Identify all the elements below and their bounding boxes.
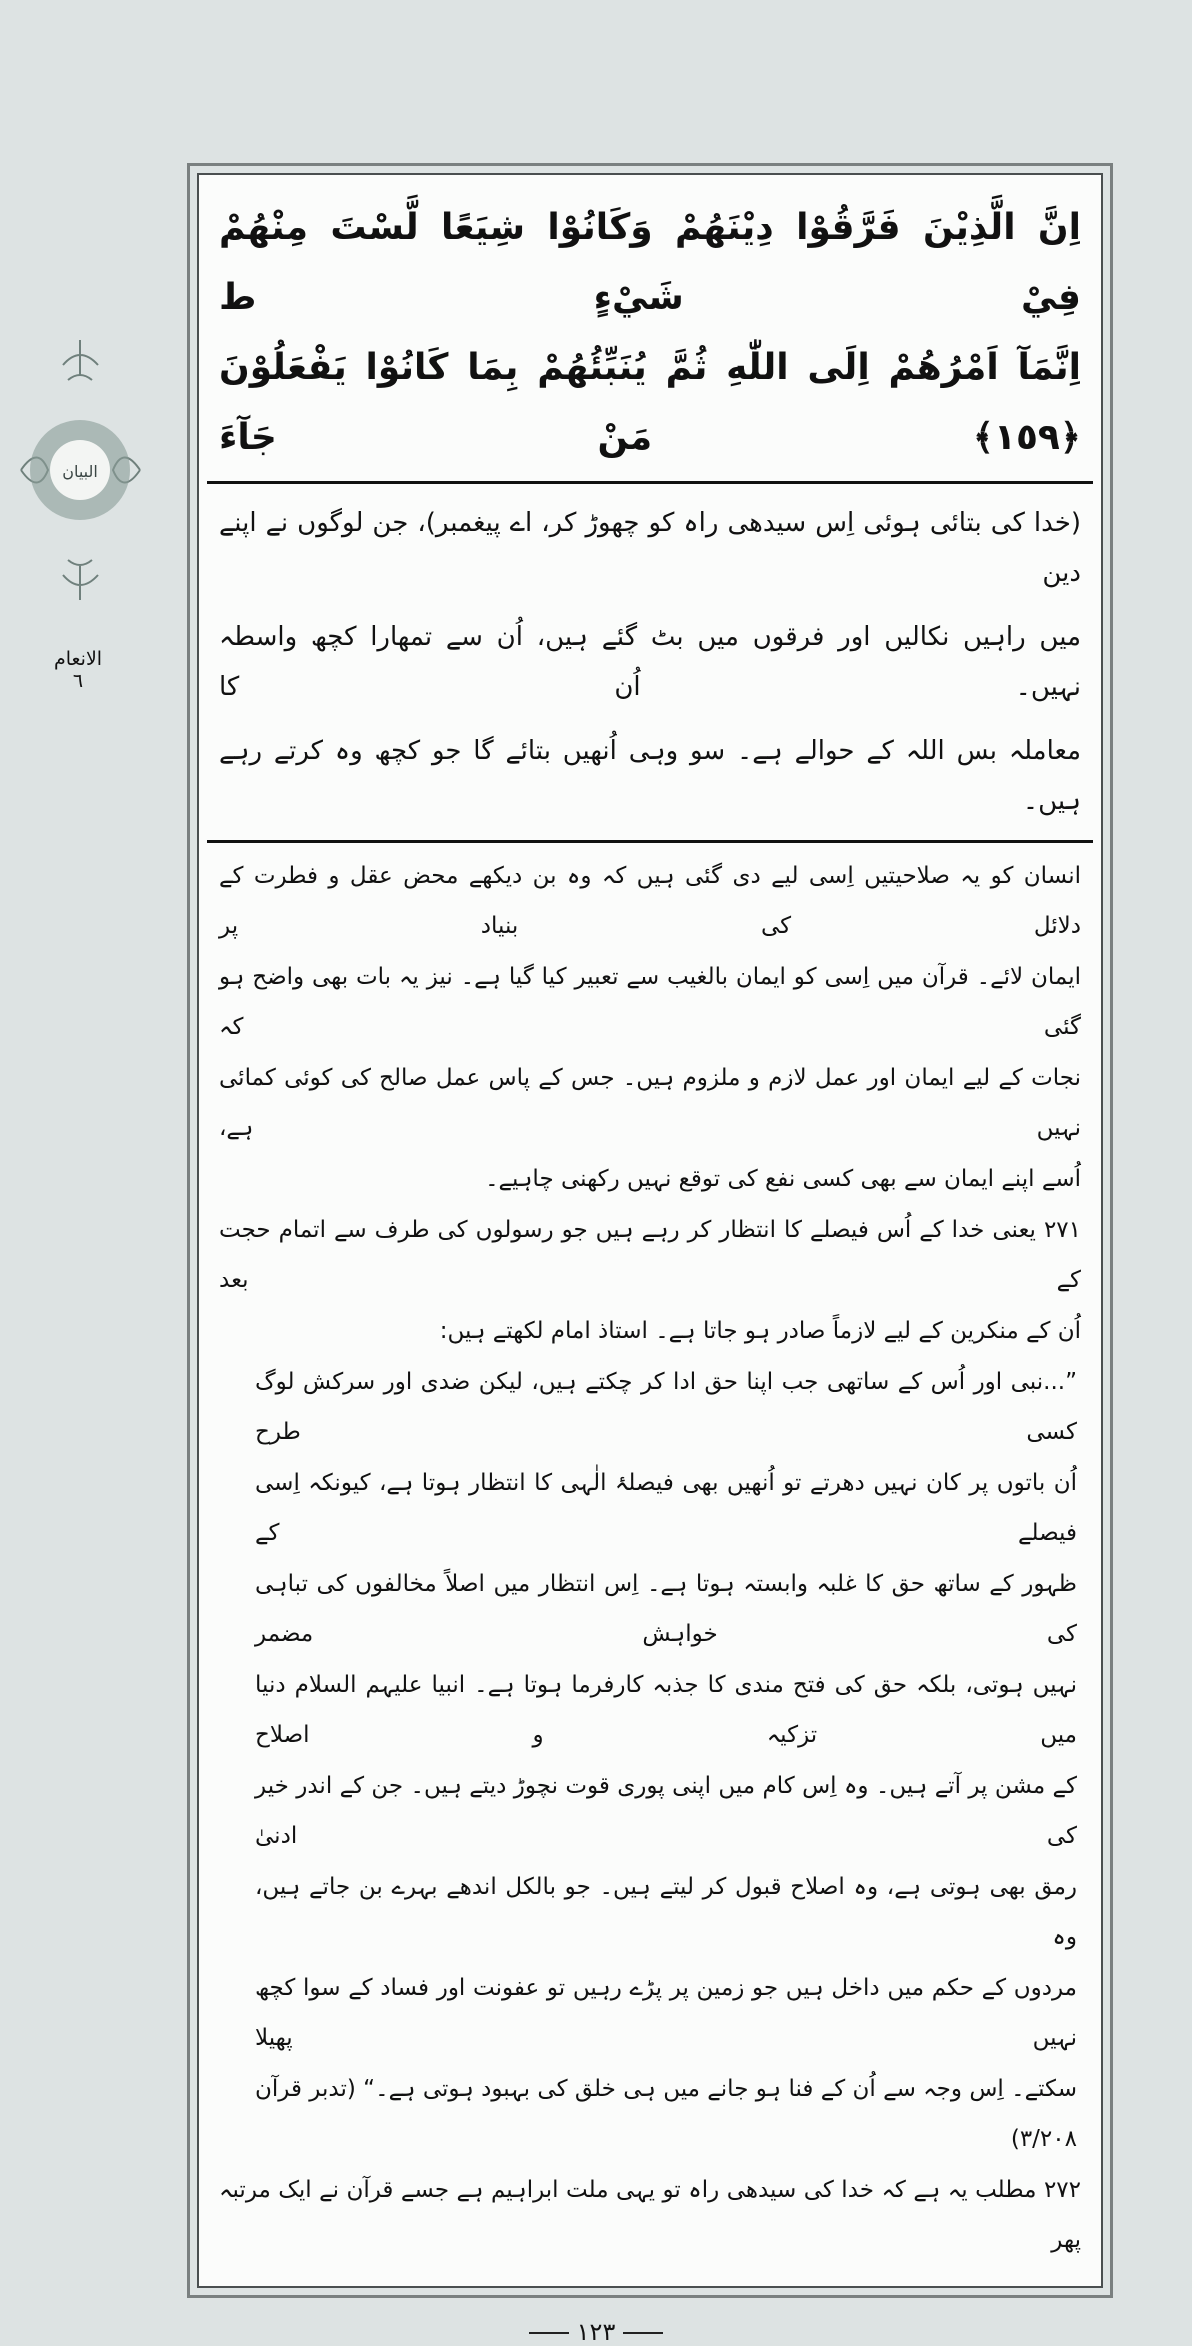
quote-line: کے مشن پر آتے ہیں۔ وہ اِس کام میں اپنی پوری قوت نچوڑ دیتے ہیں۔ جن کے اندر خیر کی ادنیٰ [255, 1773, 1077, 1849]
commentary-line: اُن کے منکرین کے لیے لازماً صادر ہو جاتا ہے۔ استاذ امام لکھتے ہیں: [439, 1318, 1081, 1344]
commentary-line: اُسے اپنے ایمان سے بھی کسی نفع کی توقع نہیں رکھنی چاہیے۔ [485, 1166, 1081, 1192]
quote-line: مردوں کے حکم میں داخل ہیں جو زمین پر پڑے رہیں تو عفونت اور فساد کے سوا کچھ نہیں پھیلا [255, 1975, 1077, 2051]
commentary-line: نجات کے لیے ایمان اور عمل لازم و ملزوم ہیں۔ جس کے پاس عمل صالح کی کوئی کمائی نہیں ہے، [219, 1065, 1081, 1141]
footnote-271: ۲۷۱ یعنی خدا کے اُس فیصلے کا انتظار کر رہے ہیں جو رسولوں کی طرف سے اتمام حجت کے بعد [219, 1217, 1081, 1293]
quote-line: نہیں ہوتی، بلکہ حق کی فتح مندی کا جذبہ کارفرما ہوتا ہے۔ انبیا علیہم السلام دنیا میں تزکیہ و اصلاح [255, 1672, 1077, 1748]
page-number-dash [529, 2332, 569, 2334]
verse-divider [207, 481, 1093, 484]
surah-label [38, 648, 118, 692]
quote-line-citation: سکتے۔ اِس وجہ سے اُن کے فنا ہو جانے میں ہی خلق کی بہبود ہوتی ہے۔“ (تدبر قرآن ۳/۲۰۸) [255, 2076, 1077, 2152]
verse-line-2: اِنَّمَآ اَمْرُهُمْ اِلَى اللّٰهِ ثُمَّ يُنَبِّئُهُمْ بِمَا كَانُوْا يَفْعَلُوْنَ ﴿١٥٩﴾ مَنْ جَآءَ [219, 347, 1081, 458]
translation-line-3: معاملہ بس اللہ کے حوالے ہے۔ سو وہی اُنھیں بتائے گا جو کچھ وہ کرتے رہے ہیں۔ [219, 736, 1081, 816]
surah-name: الانعام [53, 648, 103, 670]
commentary-line: انسان کو یہ صلاحیتیں اِسی لیے دی گئی ہیں کہ وہ بن دیکھے محض عقل و فطرت کے دلائل کی بنیاد پر [219, 863, 1081, 939]
commentary-line: ایمان لائے۔ قرآن میں اِسی کو ایمان بالغیب سے تعبیر کیا گیا ہے۔ نیز یہ بات بھی واضح ہو گئی کہ [219, 964, 1081, 1040]
quote-line: ”...نبی اور اُس کے ساتھی جب اپنا حق ادا کر چکتے ہیں، لیکن ضدی اور سرکش لوگ کسی طرح [255, 1369, 1077, 1445]
page-inner-frame [197, 173, 1103, 2288]
footnote-272: ۲۷۲ مطلب یہ ہے کہ خدا کی سیدھی راہ تو یہی ملت ابراہیم ہے جسے قرآن نے ایک مرتبہ پھر [219, 2177, 1081, 2253]
page-outer-frame [187, 163, 1113, 2298]
verse-line-1: اِنَّ الَّذِيْنَ فَرَّقُوْا دِيْنَهُمْ وَكَانُوْا شِيَعًا لَّسْتَ مِنْهُمْ فِيْ شَيْءٍ ط [219, 207, 1081, 318]
al-bayan-ornament-icon [18, 335, 143, 605]
page-number-text: ۱۲۳ [576, 2318, 616, 2346]
ornament-text: البیان [62, 462, 98, 481]
quote-line: ظہور کے ساتھ حق کا غلبہ وابستہ ہوتا ہے۔ اِس انتظار میں اصلاً مخالفوں کی تباہی کی خواہش مضمر [255, 1571, 1077, 1647]
page-number-dash [623, 2332, 663, 2334]
quote-line: رمق بھی ہوتی ہے، وہ اصلاح قبول کر لیتے ہیں۔ جو بالکل اندھے بہرے بن جاتے ہیں، وہ [255, 1874, 1077, 1950]
surah-number: ٦ [72, 670, 84, 692]
page-number [516, 2318, 676, 2346]
translation-line-2: میں راہیں نکالیں اور فرقوں میں بٹ گئے ہیں، اُن سے تمھارا کچھ واسطہ نہیں۔ اُن کا [219, 622, 1081, 702]
translation-line-1: (خدا کی بتائی ہوئی اِس سیدھی راہ کو چھوڑ کر، اے پیغمبر)، جن لوگوں نے اپنے دین [219, 508, 1081, 588]
translation-divider [207, 840, 1093, 843]
quote-line: اُن باتوں پر کان نہیں دھرتے تو اُنھیں بھی فیصلۂ الٰہی کا انتظار ہوتا ہے، کیونکہ اِسی فیصلے کے [255, 1470, 1077, 1546]
